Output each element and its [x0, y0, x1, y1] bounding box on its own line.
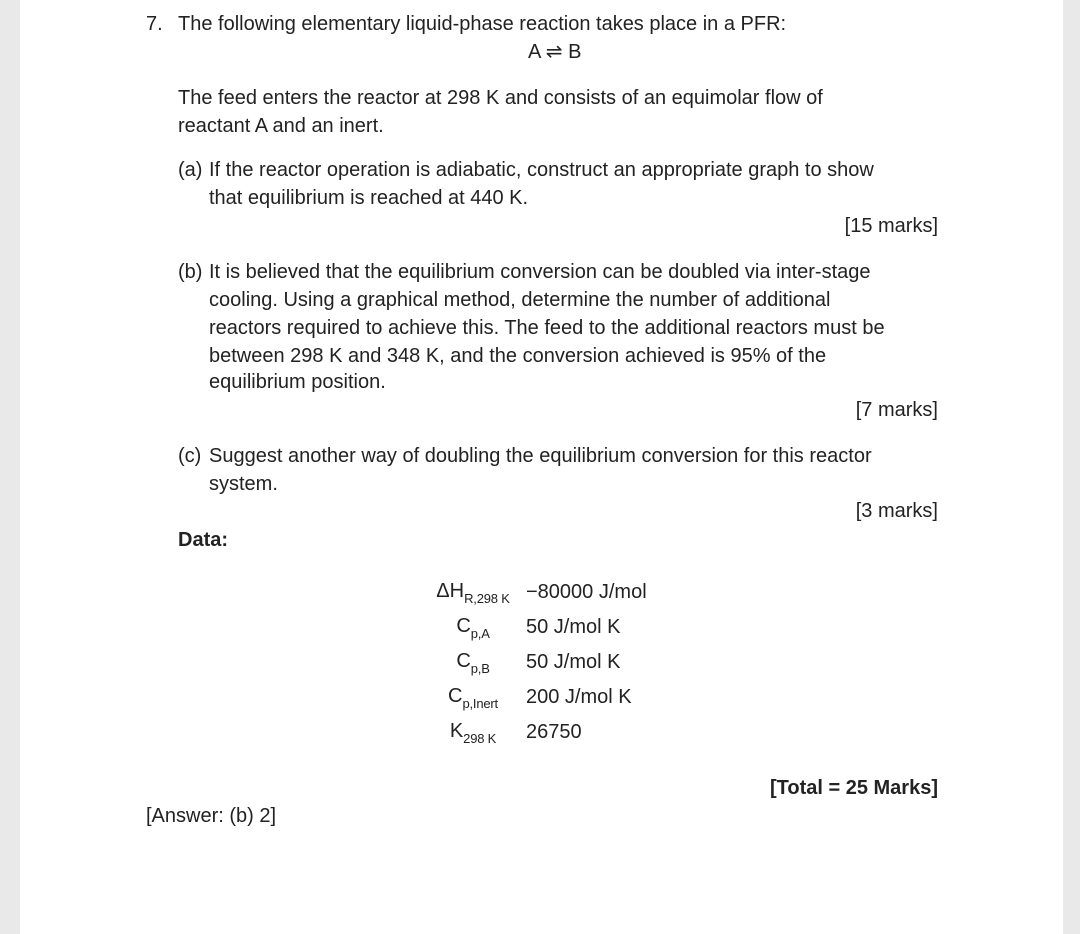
data-heading: Data:	[178, 529, 229, 551]
part-b-line-5: equilibrium position.	[209, 371, 386, 393]
part-a-line-1: If the reactor operation is adiabatic, construct an appropriate graph to show	[209, 159, 874, 181]
data-row-k	[420, 714, 647, 749]
part-b-marks: [7 marks]	[855, 399, 938, 421]
total-marks: [Total = 25 Marks]	[769, 777, 938, 799]
feed-line-2: reactant A and an inert.	[178, 115, 384, 137]
question-intro: The following elementary liquid-phase reaction takes place in a PFR:	[178, 13, 787, 35]
data-symbol: $K_{298 K}$	[449, 719, 497, 746]
answer-note: [Answer: (b) 2]	[146, 805, 277, 827]
data-symbol: $C_{p,B}$	[456, 649, 490, 676]
part-a-label: (a)	[178, 159, 203, 181]
part-a-line-2: that equilibrium is reached at 440 K.	[209, 187, 529, 209]
reaction-equation: A ⇌ B	[528, 41, 582, 63]
data-symbol: $\Delta H_{R,298 K}$	[436, 579, 510, 606]
part-b-line-1: It is believed that the equilibrium conversion can be doubled via inter-stage	[209, 261, 871, 283]
data-value: 26750	[526, 720, 582, 743]
data-value: −80000 J/mol	[526, 580, 647, 603]
data-symbol: $C_{p,Inert}$	[448, 684, 498, 711]
data-value: 200 J/mol K	[526, 685, 632, 708]
part-c-line-2: system.	[209, 473, 278, 495]
data-value: 50 J/mol K	[526, 650, 621, 673]
part-c-marks: [3 marks]	[855, 500, 938, 522]
question-number: 7.	[146, 13, 163, 35]
data-row-enthalpy	[420, 574, 647, 609]
part-b-label: (b)	[178, 261, 203, 283]
data-symbol: $C_{p,A}$	[456, 614, 490, 641]
part-a-marks: [15 marks]	[844, 215, 938, 237]
part-b-line-2: cooling. Using a graphical method, determine the number of additional	[209, 289, 831, 311]
data-table	[420, 574, 647, 749]
part-c-label: (c)	[178, 445, 202, 467]
data-row-cp-b	[420, 644, 647, 679]
document-page	[20, 0, 1063, 934]
part-c-line-1: Suggest another way of doubling the equilibrium conversion for this reactor	[209, 445, 872, 467]
data-row-cp-inert	[420, 679, 647, 714]
part-b-line-4: between 298 K and 348 K, and the conversion achieved is 95% of the	[209, 345, 827, 367]
data-row-cp-a	[420, 609, 647, 644]
feed-line-1: The feed enters the reactor at 298 K and consists of an equimolar flow of	[178, 87, 823, 109]
data-value: 50 J/mol K	[526, 615, 621, 638]
part-b-line-3: reactors required to achieve this. The feed to the additional reactors must be	[209, 317, 885, 339]
